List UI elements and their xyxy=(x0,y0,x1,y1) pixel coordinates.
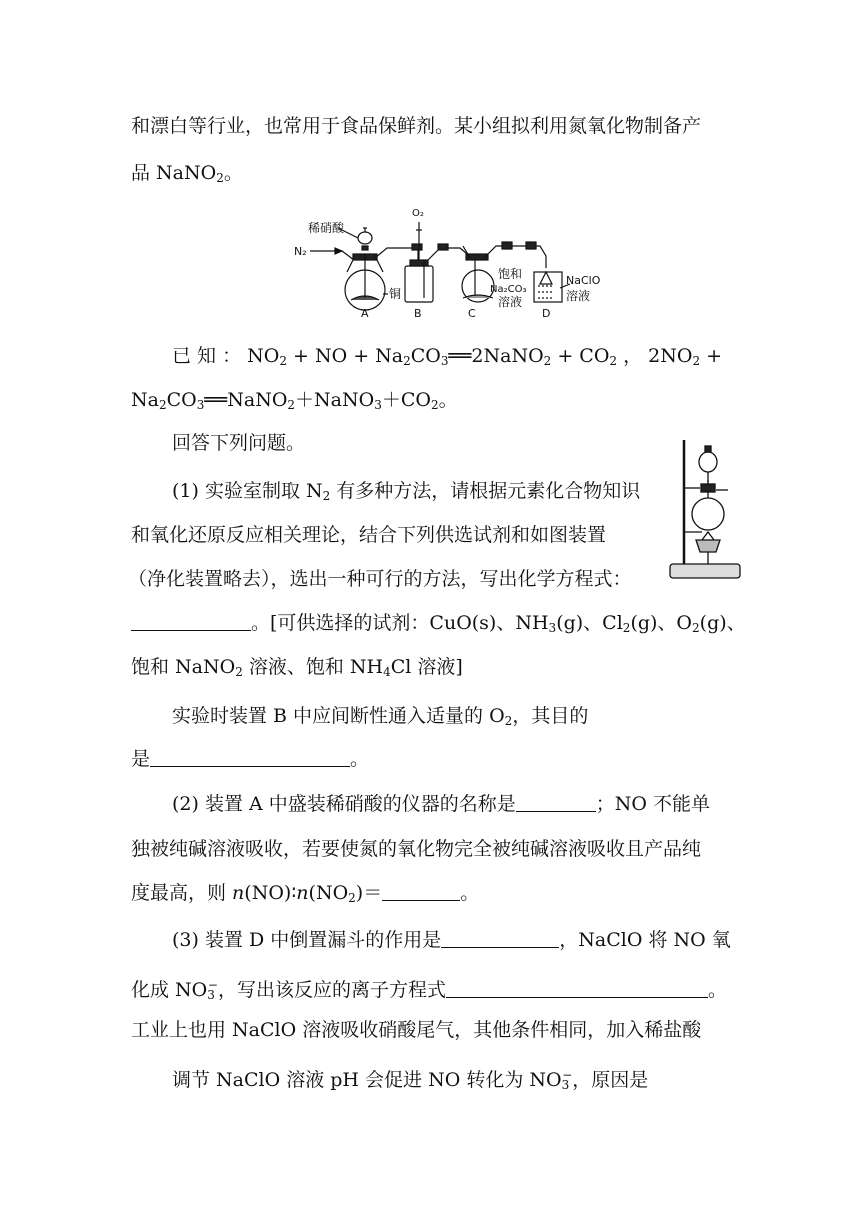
label-solution-d: 溶液 xyxy=(566,289,591,303)
q2-line-1: (2) 装置 A 中盛装稀硝酸的仪器的名称是 ；NO 不能单 xyxy=(172,793,711,815)
q1-line-5: 饱和 NaNO$_2$ 溶液、饱和 $NH_4Cl$ 溶液] xyxy=(131,656,463,679)
label-d: D xyxy=(542,307,551,320)
gas-generator-apparatus xyxy=(668,436,742,582)
answer-blank-q3-ion-equation[interactable] xyxy=(446,977,708,998)
intro-line-1: 和漂白等行业，也常用于食品保鲜剂。某小组拟利用氮氧化物制备产 xyxy=(131,115,702,137)
label-n2: N₂ xyxy=(294,245,307,258)
q1-line-1: (1) 实验室制取 $N_2$ 有多种方法，请根据元素化合物知识 xyxy=(172,480,641,503)
q3-line-2: 化成 $NO_3^-$，写出该反应的离子方程式 。 xyxy=(131,978,727,1002)
intro-line-2: 品 NaNO$_2$。 xyxy=(131,162,243,185)
label-solution-c: 溶液 xyxy=(498,295,523,309)
label-naclo: NaClO xyxy=(566,274,601,287)
label-copper: 铜 xyxy=(389,287,402,301)
q2-line-3: 度最高，则 $n(NO)∶n(NO_2)=$ 。 xyxy=(131,882,480,905)
answer-blank-q2-instrument[interactable] xyxy=(516,791,596,812)
q1-line-2: 和氧化还原反应相关理论，结合下列供选试剂和如图装置 xyxy=(131,524,607,546)
answer-blank-q1-purpose[interactable] xyxy=(150,746,350,767)
label-b: B xyxy=(414,307,422,320)
answer-blank-q2-ratio[interactable] xyxy=(382,880,460,901)
prompt: 回答下列问题。 xyxy=(172,432,306,454)
q3-line-4: 调节 NaClO 溶液 pH 会促进 NO 转化为 $NO_3^-$，原因是 xyxy=(172,1068,649,1092)
known-line-2: $Na_2CO_3══NaNO_2+NaNO_3+CO_2$。 xyxy=(131,389,458,412)
known-line-1: 已 知 ： $NO_2$ + NO + $Na_2CO_3══2NaNO_2 + CO_2$ ， $2NO_2$ + xyxy=(172,345,723,368)
label-a: A xyxy=(361,307,369,320)
label-c: C xyxy=(468,307,476,320)
q1-line-4: 。[可供选择的试剂：CuO(s)、$NH_3(g)$、$Cl_2(g)$、$O_2(g)$、 xyxy=(131,610,746,641)
label-o2: O₂ xyxy=(412,208,424,219)
q1-line-6: 实验时装置 B 中应间断性通入适量的 $O_2$，其目的 xyxy=(172,705,589,728)
answer-blank-q3-funnel[interactable] xyxy=(441,927,559,948)
label-dilute-nitric-acid: 稀硝酸 xyxy=(308,221,345,235)
q2-line-2: 独被纯碱溶液吸收，若要使氮的氧化物完全被纯碱溶液吸收且产品纯 xyxy=(131,838,702,860)
label-saturated: 饱和 xyxy=(498,267,523,281)
label-na2co3: Na₂CO₃ xyxy=(490,284,527,295)
q1-line-3: （净化装置略去），选出一种可行的方法，写出化学方程式： xyxy=(128,568,632,590)
answer-blank-q1-equation[interactable] xyxy=(131,610,251,631)
q1-line-7: 是 。 xyxy=(131,748,370,770)
q3-line-3: 工业上也用 NaClO 溶液吸收硝酸尾气，其他条件相同，加入稀盐酸 xyxy=(131,1019,702,1041)
apparatus-diagram xyxy=(290,200,610,322)
q3-line-1: (3) 装置 D 中倒置漏斗的作用是 ，NaClO 将 NO 氧 xyxy=(172,929,731,951)
